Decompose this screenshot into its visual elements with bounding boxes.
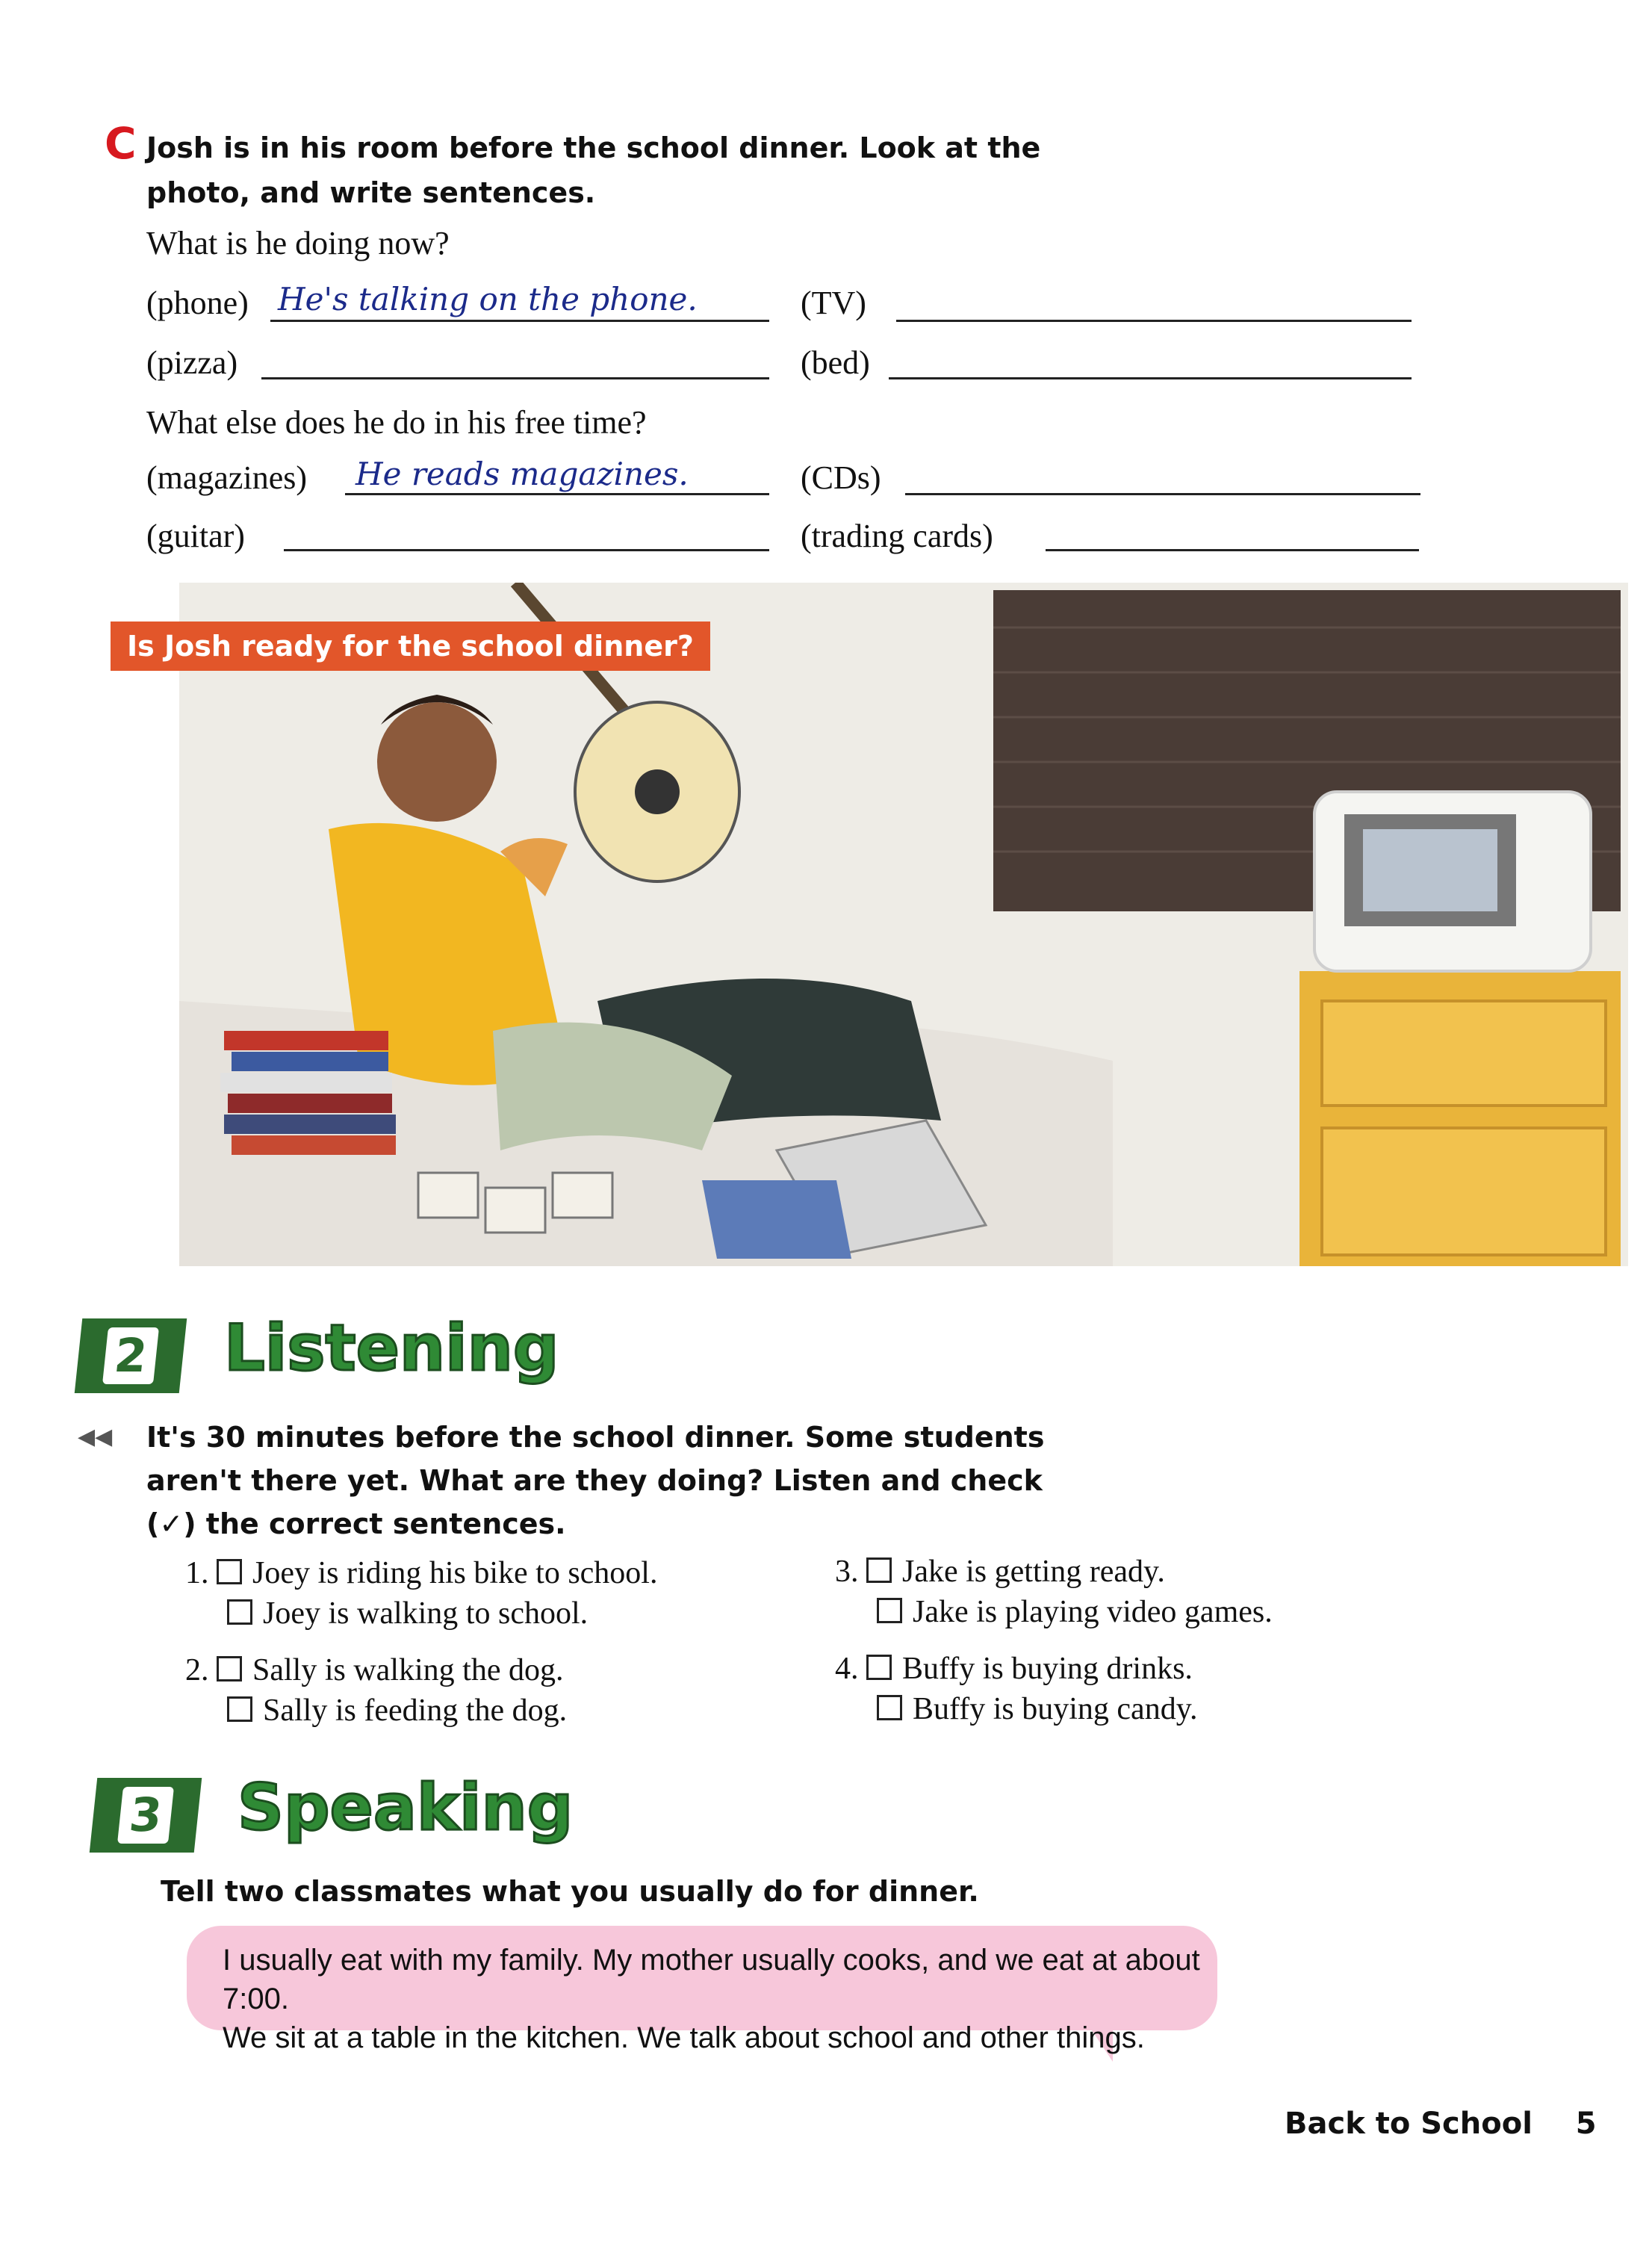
answer-phone: He's talking on the phone.	[278, 281, 698, 317]
listening-instruction: It's 30 minutes before the school dinner. Some students aren't there yet. What are they doing? Listen and check (✓) the correct sentences.	[146, 1421, 1045, 1540]
checkbox[interactable]	[227, 1599, 252, 1625]
checkbox[interactable]	[217, 1559, 242, 1584]
page-number: 5	[1575, 2107, 1597, 2141]
checkbox[interactable]	[217, 1656, 242, 1681]
answer-line-pizza[interactable]	[261, 377, 769, 379]
cue-phone: (phone)	[146, 285, 249, 321]
checkbox[interactable]	[866, 1655, 892, 1680]
answer-line-tv[interactable]	[896, 320, 1412, 322]
list-item: 4. Buffy is buying drinks.	[835, 1652, 1193, 1686]
checkbox[interactable]	[877, 1598, 902, 1623]
list-item: 3. Jake is getting ready.	[835, 1555, 1165, 1589]
list-item: Jake is playing video games.	[877, 1594, 1273, 1630]
section-c-instruction: Josh is in his room before the school dinner. Look at the photo, and write sentences.	[146, 131, 1041, 209]
cue-trading-cards: (trading cards)	[801, 518, 993, 554]
cue-cds: (CDs)	[801, 459, 881, 496]
list-item: Joey is walking to school.	[227, 1596, 588, 1631]
photo-caption: Is Josh ready for the school dinner?	[111, 622, 710, 671]
answer-line-cds[interactable]	[905, 493, 1420, 495]
josh-room-photo	[179, 583, 1628, 1266]
cue-guitar: (guitar)	[146, 518, 245, 554]
page-footer	[1285, 2107, 1597, 2141]
answer-line-phone[interactable]	[270, 320, 769, 322]
checkbox[interactable]	[877, 1695, 902, 1720]
speaking-instruction: Tell two classmates what you usually do for dinner.	[161, 1875, 979, 1908]
listening-number-badge: 2	[75, 1318, 187, 1393]
speech-bubble-text: I usually eat with my family. My mother usually cooks, and we eat at about 7:00. We sit at a table in the kitchen. We talk about school and other things.	[223, 1944, 1200, 2054]
audio-icon[interactable]: ◀◀	[78, 1424, 113, 1450]
checkbox[interactable]	[866, 1557, 892, 1583]
question-now: What is he doing now?	[146, 225, 450, 261]
list-item: 1. Joey is riding his bike to school.	[185, 1556, 658, 1590]
answer-magazines: He reads magazines.	[355, 456, 689, 492]
checkbox[interactable]	[227, 1696, 252, 1722]
list-item: 2. Sally is walking the dog.	[185, 1653, 564, 1687]
answer-line-trading-cards[interactable]	[1046, 549, 1419, 551]
speaking-number-badge: 3	[90, 1778, 202, 1853]
cue-magazines: (magazines)	[146, 459, 307, 496]
answer-line-bed[interactable]	[889, 377, 1412, 379]
cue-bed: (bed)	[801, 344, 870, 381]
answer-line-magazines[interactable]	[345, 493, 769, 495]
footer-unit: Back to School	[1285, 2107, 1533, 2141]
list-item: Sally is feeding the dog.	[227, 1693, 567, 1729]
listening-title: Listening	[224, 1311, 559, 1386]
speaking-title: Speaking	[237, 1770, 574, 1845]
question-free-time: What else does he do in his free time?	[146, 404, 647, 441]
list-item: Buffy is buying candy.	[877, 1691, 1197, 1727]
cue-pizza: (pizza)	[146, 344, 238, 381]
cue-tv: (TV)	[801, 285, 866, 321]
section-c-letter: C	[105, 118, 137, 169]
answer-line-guitar[interactable]	[284, 549, 769, 551]
